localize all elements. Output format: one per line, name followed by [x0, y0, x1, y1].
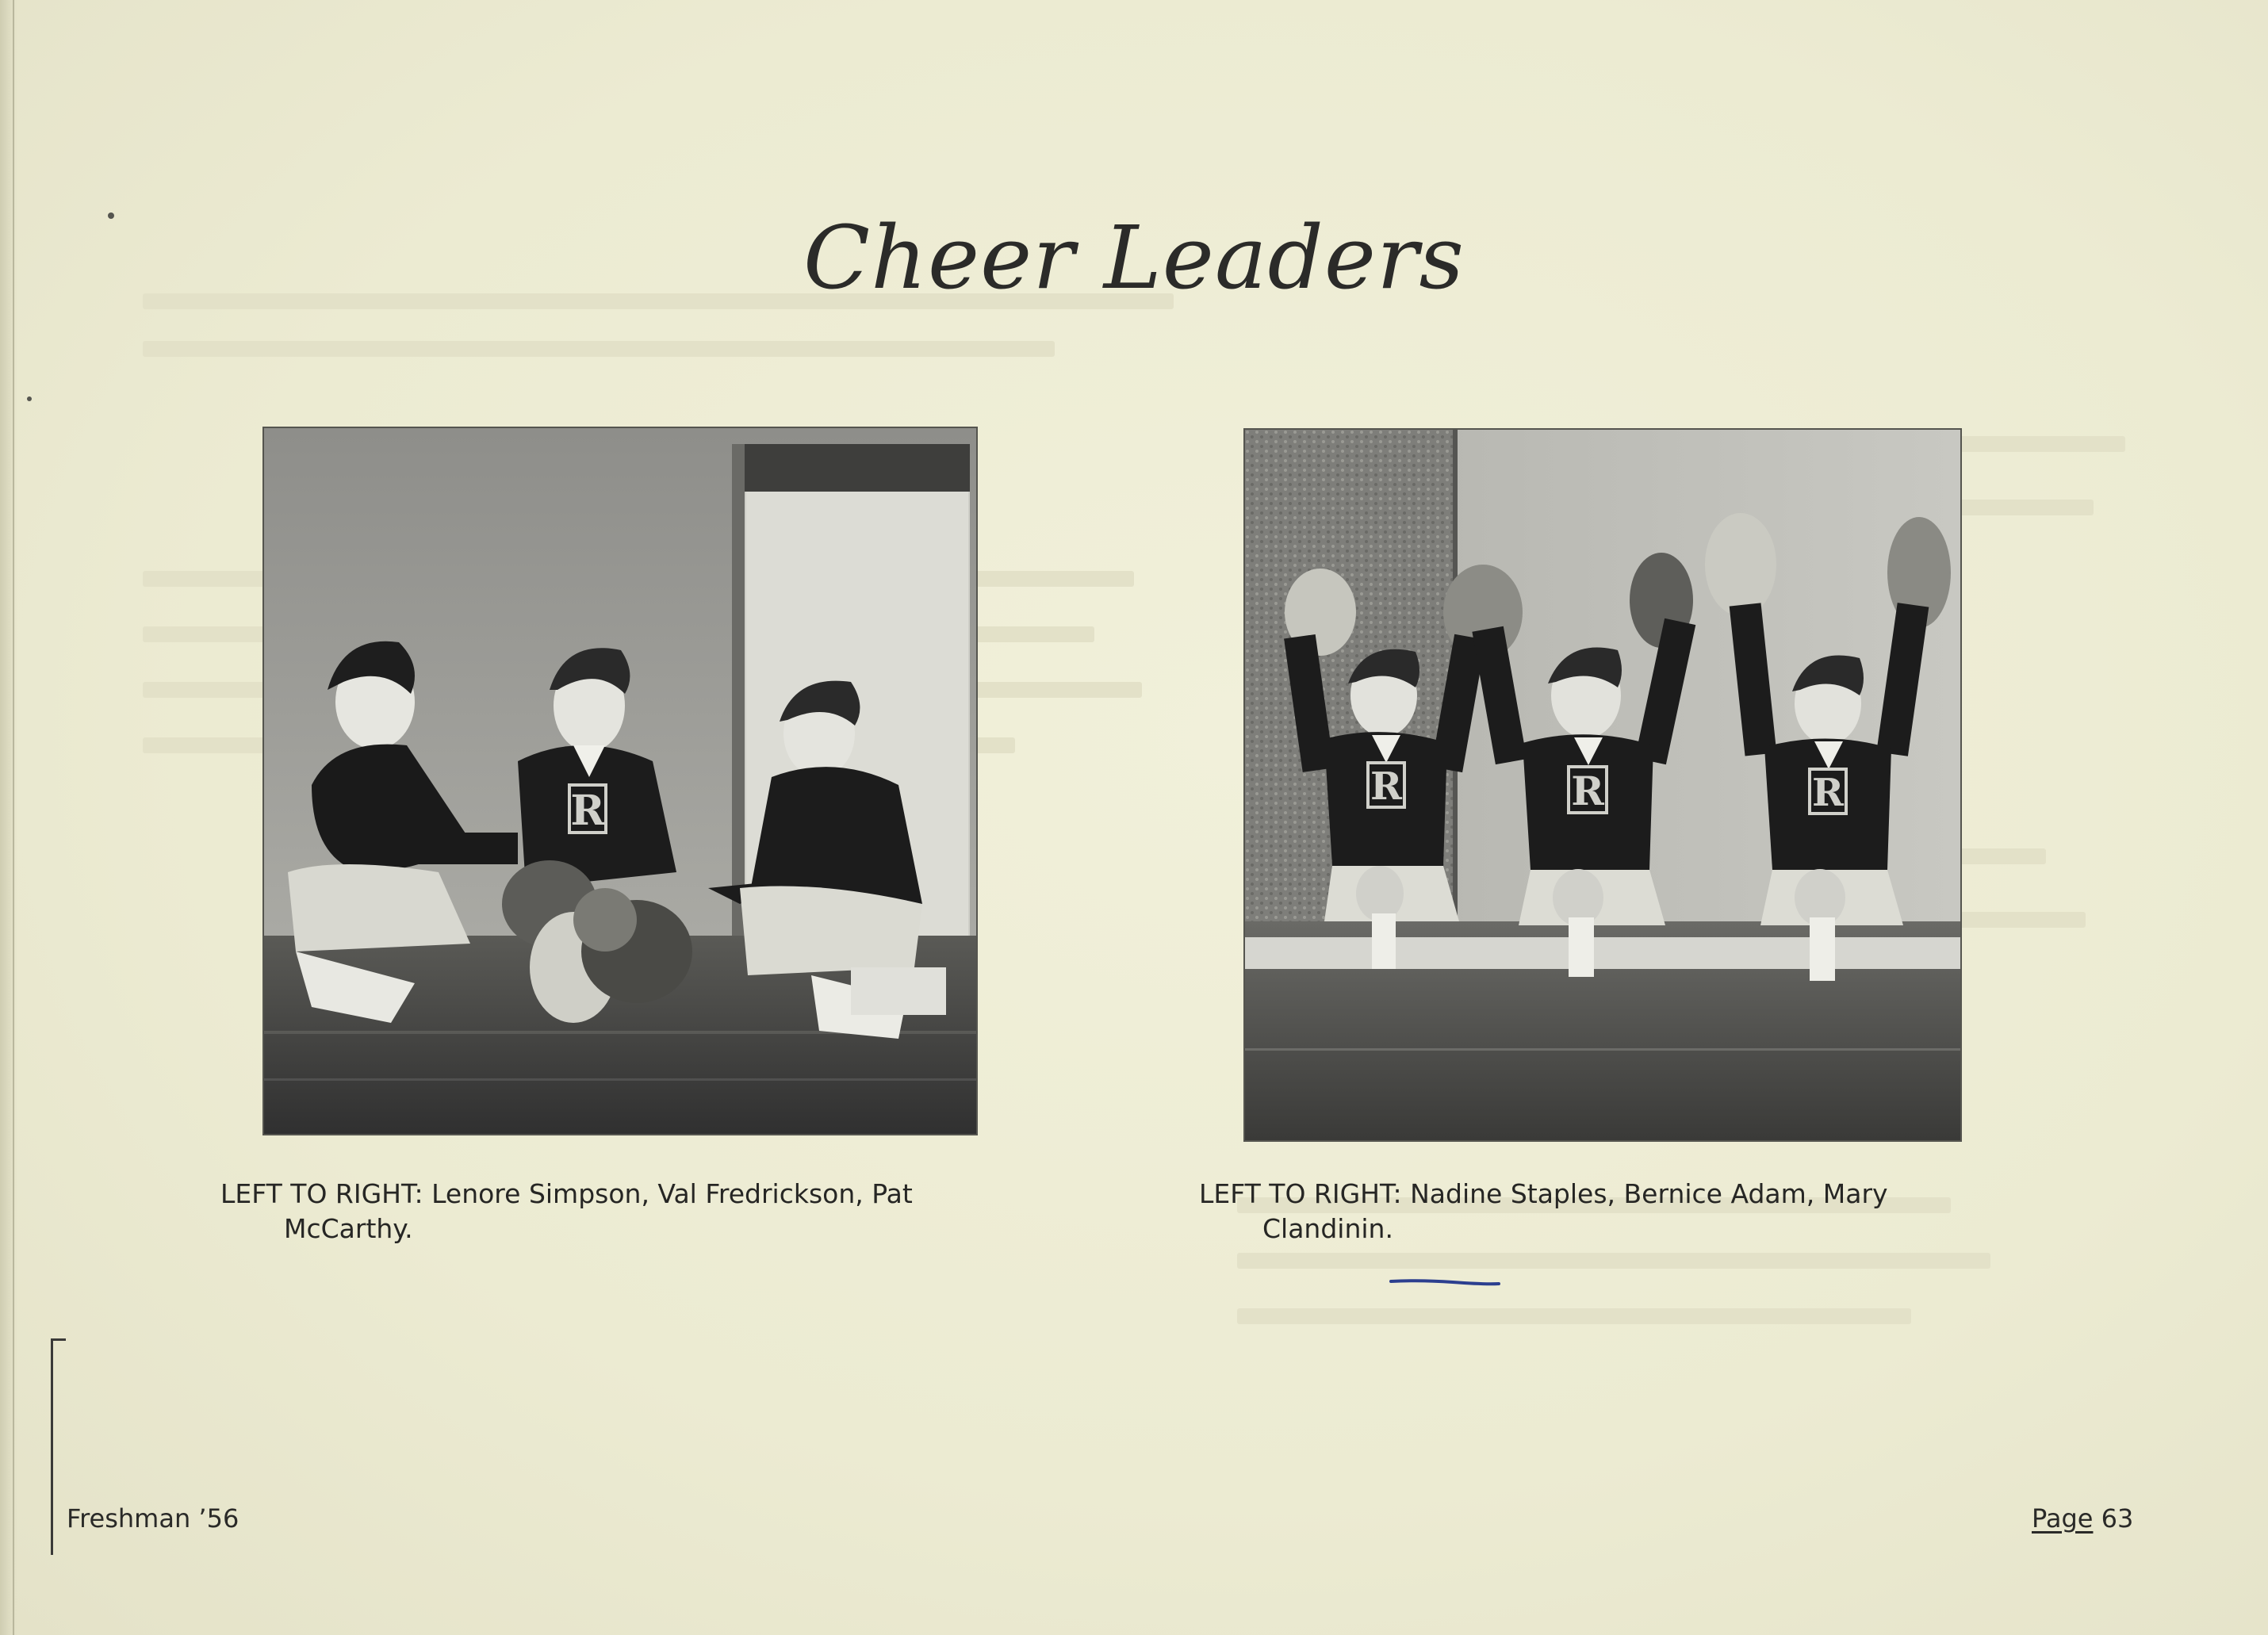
footer-section-label: Freshman ’56: [67, 1503, 239, 1534]
page-title: Cheer Leaders: [803, 207, 1465, 308]
pen-mark: [1389, 1278, 1500, 1286]
caption-line: LEFT TO RIGHT: Lenore Simpson, Val Fredrickson, Pat: [220, 1178, 913, 1209]
speck: [27, 396, 32, 401]
photo-cheerleaders-kneeling: [264, 428, 976, 1134]
svg-text:R: R: [1812, 771, 1844, 815]
photo-cheerleaders-arms-raised: [1245, 430, 1960, 1140]
caption-line: McCarthy.: [284, 1213, 413, 1244]
svg-text:R: R: [1370, 764, 1402, 809]
caption-line: Clandinin.: [1262, 1213, 1393, 1244]
photo-caption-right: [1199, 1177, 2055, 1246]
margin-bracket: [51, 1338, 66, 1555]
page-number: 63: [2101, 1503, 2134, 1534]
svg-text:R: R: [1571, 768, 1604, 814]
photo-caption-left: [220, 1177, 1045, 1246]
page-word: Page: [2032, 1503, 2094, 1534]
caption-line: LEFT TO RIGHT: Nadine Staples, Bernice Adam, Mary: [1199, 1178, 1888, 1209]
svg-text:R: R: [570, 787, 605, 835]
footer-page-number: [2032, 1503, 2133, 1534]
